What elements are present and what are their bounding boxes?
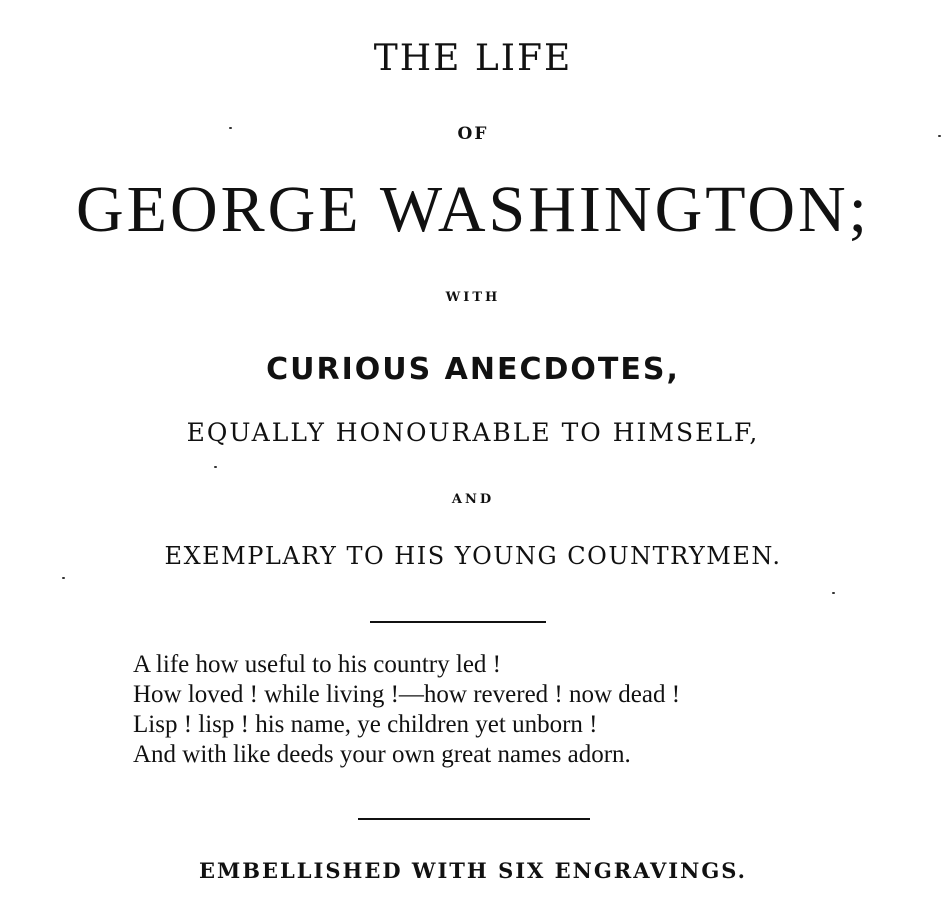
print-speck <box>229 127 232 129</box>
print-speck <box>214 466 217 468</box>
verse-line: A life how useful to his country led ! <box>133 651 501 678</box>
subtitle-exemplary: EXEMPLARY TO HIS YOUNG COUNTRYMEN. <box>164 542 782 570</box>
title-and: AND <box>451 492 495 507</box>
subtitle-curious-anecdotes: CURIOUS ANECDOTES, <box>266 352 680 387</box>
verse-line: Lisp ! lisp ! his name, ye children yet unborn ! <box>133 711 598 738</box>
epigraph-verse <box>133 650 680 770</box>
main-title: GEORGE WASHINGTON; <box>75 173 871 246</box>
title-the-life: THE LIFE <box>373 38 573 79</box>
subtitle-equally-honourable: EQUALLY HONOURABLE TO HIMSELF, <box>186 418 760 447</box>
title-with: WITH <box>445 290 501 305</box>
verse-line: And with like deeds your own great names adorn. <box>133 741 631 768</box>
print-speck <box>938 135 941 137</box>
print-speck <box>62 577 65 579</box>
title-of: OF <box>457 124 489 144</box>
divider-rule-top <box>370 621 546 623</box>
verse-line: How loved ! while living !—how revered ! now dead ! <box>133 681 681 708</box>
divider-rule-bottom <box>358 818 590 820</box>
footer-embellished: EMBELLISHED WITH SIX ENGRAVINGS. <box>198 858 747 883</box>
print-speck <box>832 592 835 594</box>
